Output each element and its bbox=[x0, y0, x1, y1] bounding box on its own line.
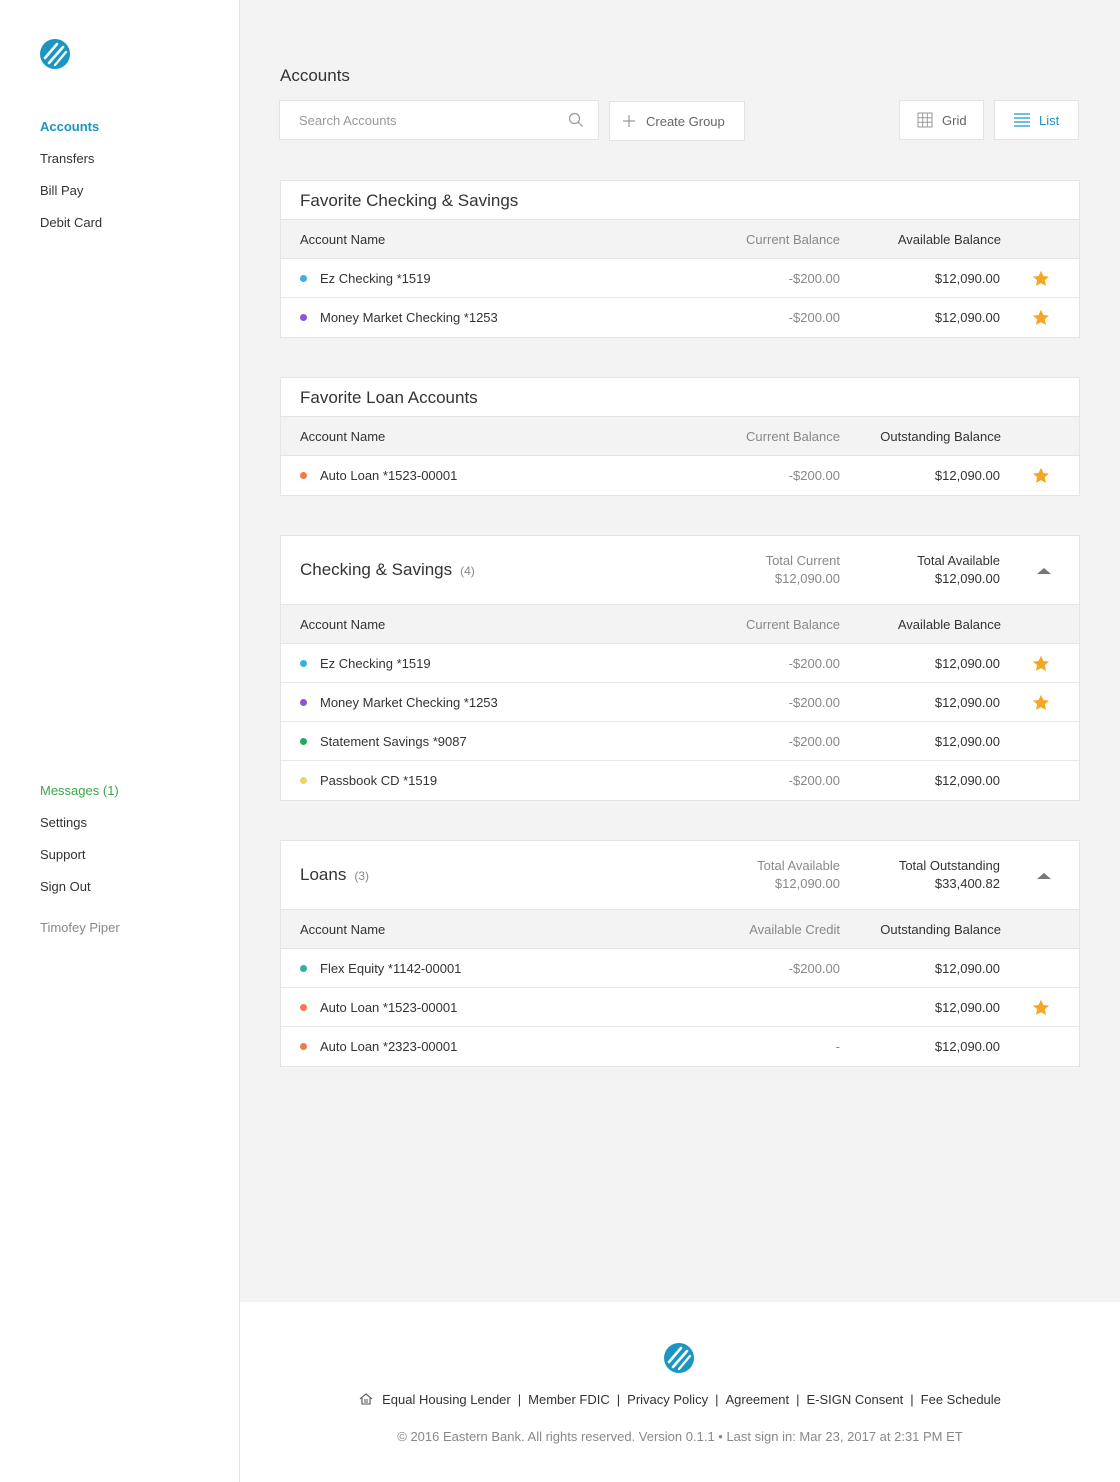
search-icon[interactable] bbox=[568, 112, 584, 128]
copyright: © 2016 Eastern Bank. All rights reserved. Version 0.1.1 • Last sign in: Mar 23, 2017 at 2:31 PM ET bbox=[397, 1429, 963, 1444]
available-balance: $12,090.00 bbox=[934, 310, 1000, 325]
separator: | bbox=[616, 1392, 621, 1407]
account-name[interactable]: Money Market Checking *1253 bbox=[320, 310, 498, 325]
col-account-name[interactable]: Account Name bbox=[300, 922, 386, 937]
available-balance: $12,090.00 bbox=[934, 1039, 1000, 1054]
sidebar bbox=[0, 0, 240, 1482]
nav-item-accounts[interactable]: Accounts bbox=[40, 119, 100, 134]
current-balance: -$200.00 bbox=[788, 695, 840, 710]
account-row[interactable] bbox=[281, 722, 1079, 761]
account-row[interactable] bbox=[281, 456, 1079, 495]
available-balance: $12,090.00 bbox=[934, 1000, 1000, 1015]
list-view-button[interactable] bbox=[994, 100, 1079, 140]
group-total-available bbox=[917, 552, 1000, 588]
account-row[interactable] bbox=[281, 1027, 1079, 1066]
col-current-balance[interactable]: Current Balance bbox=[746, 429, 840, 444]
current-balance: -$200.00 bbox=[788, 468, 840, 483]
equal-housing-icon bbox=[359, 1393, 373, 1405]
nav-item-messages[interactable]: Messages (1) bbox=[40, 783, 119, 798]
nav-item-settings[interactable]: Settings bbox=[40, 815, 87, 830]
search-box bbox=[279, 100, 599, 140]
table-body bbox=[281, 644, 1079, 800]
account-color-dot bbox=[300, 660, 307, 667]
current-balance: -$200.00 bbox=[788, 271, 840, 286]
separator: | bbox=[910, 1392, 914, 1407]
nav-item-transfers[interactable]: Transfers bbox=[40, 151, 95, 166]
col-available-balance[interactable]: Available Balance bbox=[897, 617, 1001, 632]
col-account-name[interactable]: Account Name bbox=[300, 232, 386, 247]
total-outstanding-label: Total Outstanding bbox=[898, 858, 1000, 873]
group-total-outstanding bbox=[899, 857, 1000, 893]
available-balance: $12,090.00 bbox=[934, 961, 1000, 976]
total-current-label: Total Current bbox=[765, 553, 840, 568]
plus-icon bbox=[621, 113, 637, 129]
account-row[interactable] bbox=[281, 644, 1079, 683]
group-title-text: Loans bbox=[300, 865, 347, 884]
account-name[interactable]: Ez Checking *1519 bbox=[320, 271, 431, 286]
col-account-name[interactable]: Account Name bbox=[300, 429, 386, 444]
account-row[interactable] bbox=[281, 683, 1079, 722]
account-name[interactable]: Auto Loan *1523-00001 bbox=[320, 1000, 458, 1015]
account-row[interactable] bbox=[281, 949, 1079, 988]
account-name[interactable]: Ez Checking *1519 bbox=[320, 656, 431, 671]
account-row[interactable] bbox=[281, 259, 1079, 298]
account-name[interactable]: Auto Loan *1523-00001 bbox=[320, 468, 458, 483]
account-color-dot bbox=[300, 1004, 307, 1011]
bank-logo-icon bbox=[663, 1342, 695, 1374]
page-title: Accounts bbox=[280, 66, 350, 85]
group-title bbox=[300, 560, 475, 580]
table-header bbox=[281, 220, 1079, 259]
panel-title: Favorite Loan Accounts bbox=[300, 388, 478, 407]
account-color-dot bbox=[300, 965, 307, 972]
col-current-balance[interactable]: Current Balance bbox=[746, 617, 840, 632]
table-header bbox=[281, 910, 1079, 949]
account-name[interactable]: Statement Savings *9087 bbox=[320, 734, 467, 749]
link-equal-housing-lender[interactable]: Equal Housing Lender bbox=[382, 1392, 511, 1407]
link-agreement[interactable]: Agreement bbox=[725, 1392, 790, 1407]
current-balance: - bbox=[835, 1039, 840, 1054]
create-group-label: Create Group bbox=[646, 113, 725, 129]
current-balance: -$200.00 bbox=[788, 656, 840, 671]
loans-group bbox=[280, 840, 1080, 1067]
account-color-dot bbox=[300, 472, 307, 479]
group-total-available bbox=[757, 857, 840, 893]
account-color-dot bbox=[300, 777, 307, 784]
link-privacy-policy[interactable]: Privacy Policy bbox=[627, 1392, 709, 1407]
checking-savings-group bbox=[280, 535, 1080, 801]
col-available-credit[interactable]: Available Credit bbox=[749, 922, 840, 937]
grid-view-button[interactable] bbox=[899, 100, 984, 140]
star-icon[interactable] bbox=[1032, 270, 1050, 287]
table-body bbox=[281, 259, 1079, 337]
available-balance: $12,090.00 bbox=[934, 734, 1000, 749]
nav-item-debit-card[interactable]: Debit Card bbox=[40, 215, 103, 230]
group-count: (4) bbox=[460, 564, 475, 578]
link-fee-schedule[interactable]: Fee Schedule bbox=[920, 1392, 1001, 1407]
user-name: Timofey Piper bbox=[40, 920, 120, 935]
star-icon[interactable] bbox=[1032, 694, 1050, 711]
create-group-button[interactable] bbox=[609, 101, 745, 141]
account-name[interactable]: Flex Equity *1142-00001 bbox=[320, 961, 462, 976]
bank-logo-icon[interactable] bbox=[39, 38, 71, 70]
col-account-name[interactable]: Account Name bbox=[300, 617, 386, 632]
group-title-text: Checking & Savings bbox=[300, 560, 453, 579]
star-icon[interactable] bbox=[1032, 655, 1050, 672]
search-input[interactable] bbox=[299, 101, 569, 139]
star-icon[interactable] bbox=[1032, 309, 1050, 326]
group-title bbox=[300, 865, 369, 885]
available-balance: $12,090.00 bbox=[934, 773, 1000, 788]
current-balance: -$200.00 bbox=[788, 773, 840, 788]
current-balance: -$200.00 bbox=[788, 961, 840, 976]
group-total-current bbox=[766, 552, 840, 588]
col-current-balance[interactable]: Current Balance bbox=[746, 232, 840, 247]
separator: | bbox=[796, 1392, 800, 1407]
table-body bbox=[281, 949, 1079, 1066]
panel-header bbox=[281, 181, 1079, 220]
current-balance: -$200.00 bbox=[788, 310, 840, 325]
table-header bbox=[281, 605, 1079, 644]
account-row[interactable] bbox=[281, 298, 1079, 337]
grid-label: Grid bbox=[942, 112, 967, 128]
panel-header bbox=[281, 378, 1079, 417]
account-row[interactable] bbox=[281, 988, 1079, 1027]
list-label: List bbox=[1039, 112, 1060, 128]
group-header bbox=[281, 841, 1079, 910]
separator: | bbox=[715, 1392, 719, 1407]
nav-item-support[interactable]: Support bbox=[40, 847, 86, 862]
star-icon[interactable] bbox=[1032, 467, 1050, 484]
nav-item-bill-pay[interactable]: Bill Pay bbox=[40, 183, 84, 198]
account-name[interactable]: Money Market Checking *1253 bbox=[320, 695, 498, 710]
nav-item-sign-out[interactable]: Sign Out bbox=[40, 879, 91, 894]
grid-icon bbox=[917, 112, 933, 128]
primary-nav bbox=[40, 118, 102, 246]
favorite-checking-panel bbox=[280, 180, 1080, 338]
footer-links bbox=[240, 1392, 1120, 1407]
total-available-value: $12,090.00 bbox=[774, 876, 840, 891]
caret-up-icon[interactable] bbox=[1037, 568, 1051, 574]
col-outstanding-balance[interactable]: Outstanding Balance bbox=[880, 429, 1001, 444]
total-available-value: $12,090.00 bbox=[934, 571, 1000, 586]
available-balance: $12,090.00 bbox=[934, 271, 1000, 286]
link-esign-consent[interactable]: E-SIGN Consent bbox=[806, 1392, 904, 1407]
footer bbox=[240, 1302, 1120, 1482]
total-current-value: $12,090.00 bbox=[774, 571, 840, 586]
table-header bbox=[281, 417, 1079, 456]
account-name[interactable]: Passbook CD *1519 bbox=[320, 773, 438, 788]
account-color-dot bbox=[300, 275, 307, 282]
account-color-dot bbox=[300, 1043, 307, 1050]
total-outstanding-value: $33,400.82 bbox=[934, 876, 1000, 891]
account-row[interactable] bbox=[281, 761, 1079, 800]
total-available-label: Total Available bbox=[757, 858, 840, 873]
account-color-dot bbox=[300, 314, 307, 321]
favorite-loans-panel bbox=[280, 377, 1080, 496]
account-color-dot bbox=[300, 738, 307, 745]
group-header bbox=[281, 536, 1079, 605]
caret-up-icon[interactable] bbox=[1037, 873, 1051, 879]
account-name[interactable]: Auto Loan *2323-00001 bbox=[320, 1039, 458, 1054]
current-balance: -$200.00 bbox=[788, 734, 840, 749]
list-icon bbox=[1014, 112, 1030, 128]
available-balance: $12,090.00 bbox=[934, 656, 1000, 671]
separator: | bbox=[517, 1392, 522, 1407]
col-available-balance[interactable]: Available Balance bbox=[897, 232, 1001, 247]
panel-title: Favorite Checking & Savings bbox=[300, 191, 519, 210]
star-icon[interactable] bbox=[1032, 999, 1050, 1016]
table-body bbox=[281, 456, 1079, 495]
account-color-dot bbox=[300, 699, 307, 706]
total-available-label: Total Available bbox=[917, 553, 1000, 568]
link-member-fdic[interactable]: Member FDIC bbox=[528, 1392, 610, 1407]
available-balance: $12,090.00 bbox=[934, 695, 1000, 710]
group-count: (3) bbox=[354, 869, 369, 883]
col-outstanding-balance[interactable]: Outstanding Balance bbox=[880, 922, 1001, 937]
secondary-nav bbox=[40, 782, 119, 910]
available-balance: $12,090.00 bbox=[934, 468, 1000, 483]
